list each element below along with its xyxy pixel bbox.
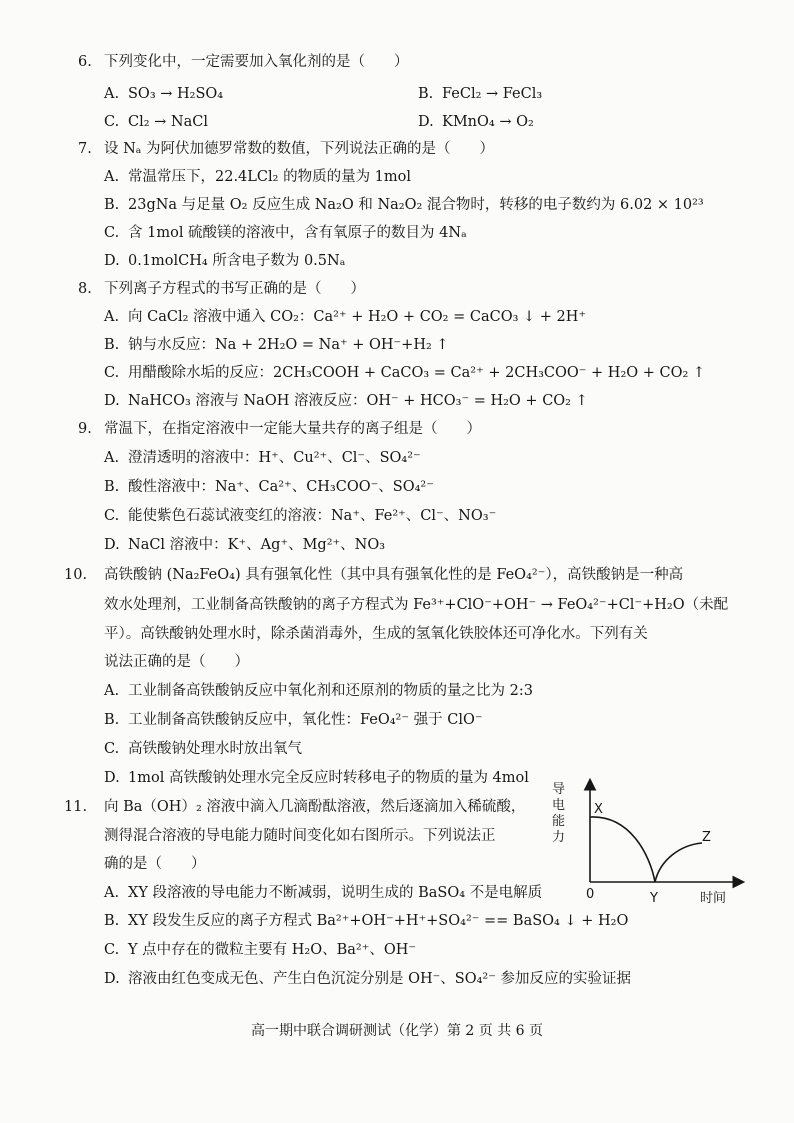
q6-stem-text: 下列变化中，一定需要加入氧化剂的是（ ） [104, 54, 409, 70]
option-text: 钠与水反应：Na + 2H₂O = Na⁺ + OH⁻+H₂ ↑ [128, 337, 449, 353]
option-text: 0.1molCH₄ 所含电子数为 0.5Nₐ [128, 253, 346, 269]
q10-option-d[interactable] [104, 768, 529, 788]
q8-stem [78, 279, 365, 299]
conductivity-graph [550, 775, 750, 915]
q8-option-d[interactable] [104, 391, 588, 411]
option-label: A. [104, 885, 120, 901]
curve-yz [655, 843, 702, 882]
option-text: XY 段溶液的导电能力不断减弱，说明生成的 BaSO₄ 不是电解质 [128, 885, 543, 901]
q11-stem-text: 向 Ba（OH）₂ 溶液中滴入几滴酚酞溶液，然后逐滴加入稀硫酸， [104, 799, 526, 815]
q6-option-a[interactable] [104, 84, 223, 104]
option-label: D. [104, 253, 120, 269]
option-label: C. [104, 114, 120, 130]
q7-option-a[interactable] [104, 167, 411, 187]
option-text: 工业制备高铁酸钠反应中，氧化性：FeO₄²⁻ 强于 ClO⁻ [128, 712, 483, 728]
q9-option-c[interactable] [104, 506, 496, 526]
q11-number: 11. [64, 799, 88, 815]
option-label: A. [104, 450, 120, 466]
q9-option-a[interactable] [104, 448, 421, 468]
option-text: 溶液由红色变成无色、产生白色沉淀分别是 OH⁻、SO₄²⁻ 参加反应的实验证据 [128, 971, 632, 987]
option-label: D. [418, 114, 434, 130]
q8-stem-text: 下列离子方程式的书写正确的是（ ） [104, 281, 365, 297]
option-label: D. [104, 537, 120, 553]
option-text: SO₃ → H₂SO₄ [128, 86, 224, 102]
q11-option-a[interactable] [104, 883, 542, 903]
q10-stem-text: 高铁酸钠 (Na₂FeO₄) 具有强氧化性（其中具有强氧化性的是 FeO₄²⁻），高铁酸钠是一种高 [104, 567, 684, 583]
option-text: 酸性溶液中：Na⁺、Ca²⁺、CH₃COO⁻、SO₄²⁻ [128, 479, 434, 495]
graph-point-y: Y [650, 891, 658, 906]
q6-option-c[interactable] [104, 112, 208, 132]
q9-stem-text: 常温下，在指定溶液中一定能大量共存的离子组是（ ） [104, 421, 481, 437]
q10-stem-line4: 说法正确的是（ ） [104, 654, 249, 670]
option-text: NaHCO₃ 溶液与 NaOH 溶液反应：OH⁻ + HCO₃⁻ = H₂O + CO₂ ↑ [128, 393, 588, 409]
q9-option-d[interactable] [104, 535, 385, 555]
option-label: C. [104, 365, 120, 381]
q10-option-c[interactable] [104, 739, 302, 759]
graph-ylabel-4: 力 [552, 830, 566, 845]
option-text: FeCl₂ → FeCl₃ [442, 86, 543, 102]
q11-option-c[interactable] [104, 940, 416, 960]
option-label: C. [104, 508, 120, 524]
q6-stem [78, 52, 409, 72]
option-label: B. [104, 337, 120, 353]
graph-point-x: X [594, 802, 603, 817]
option-label: A. [104, 86, 120, 102]
option-text: 澄清透明的溶液中：H⁺、Cu²⁺、Cl⁻、SO₄²⁻ [128, 450, 421, 466]
q7-option-b[interactable] [104, 195, 704, 215]
graph-xlabel: 时间 [700, 891, 727, 906]
q10-stem-line2: 效水处理剂，工业制备高铁酸钠的离子方程式为 Fe³⁺+ClO⁻+OH⁻ → FeO₄²⁻+Cl⁻+H₂O（未配 [104, 597, 729, 613]
option-text: 1mol 高铁酸钠处理水完全反应时转移电子的物质的量为 4mol [128, 770, 529, 786]
q8-number: 8. [78, 281, 92, 297]
option-text: NaCl 溶液中：K⁺、Ag⁺、Mg²⁺、NO₃ [128, 537, 386, 553]
q6-option-b[interactable] [418, 84, 542, 104]
page-footer: 高一期中联合调研测试（化学）第 2 页 共 6 页 [250, 1023, 544, 1039]
q9-number: 9. [78, 421, 92, 437]
option-label: C. [104, 741, 120, 757]
q11-stem-line1 [64, 797, 525, 817]
option-text: XY 段发生反应的离子方程式 Ba²⁺+OH⁻+H⁺+SO₄²⁻ == BaSO₄ ↓ + H₂O [128, 913, 629, 929]
q7-number: 7. [78, 141, 92, 157]
q10-stem-line1 [64, 565, 683, 585]
q10-option-a[interactable] [104, 681, 533, 701]
option-text: KMnO₄ → O₂ [442, 114, 534, 130]
option-text: 工业制备高铁酸钠反应中氧化剂和还原剂的物质的量之比为 2:3 [128, 683, 533, 699]
option-label: A. [104, 309, 120, 325]
q8-option-c[interactable] [104, 363, 705, 383]
q8-option-a[interactable] [104, 307, 586, 327]
q8-option-b[interactable] [104, 335, 449, 355]
option-text: Y 点中存在的微粒主要有 H₂O、Ba²⁺、OH⁻ [128, 942, 417, 958]
option-text: 高铁酸钠处理水时放出氧气 [128, 741, 302, 757]
option-label: B. [104, 197, 120, 213]
option-text: 用醋酸除水垢的反应：2CH₃COOH + CaCO₃ = Ca²⁺ + 2CH₃COO⁻ + H₂O + CO₂ ↑ [128, 365, 706, 381]
graph-origin: 0 [586, 887, 595, 902]
q7-stem-text: 设 Nₐ 为阿伏加德罗常数的数值，下列说法正确的是（ ） [104, 141, 494, 157]
q7-option-d[interactable] [104, 251, 345, 271]
q10-option-b[interactable] [104, 710, 483, 730]
option-text: Cl₂ → NaCl [128, 114, 208, 130]
q11-option-d[interactable] [104, 969, 631, 989]
option-text: 能使紫色石蕊试液变红的溶液：Na⁺、Fe²⁺、Cl⁻、NO₃⁻ [128, 508, 497, 524]
q9-stem [78, 419, 481, 439]
q9-option-b[interactable] [104, 477, 434, 497]
option-text: 含 1mol 硫酸镁的溶液中，含有氧原子的数目为 4Nₐ [128, 225, 467, 241]
option-label: D. [104, 971, 120, 987]
option-text: 23gNa 与足量 O₂ 反应生成 Na₂O 和 Na₂O₂ 混合物时，转移的电子数约为 6.02 × 10²³ [128, 197, 704, 213]
option-label: B. [104, 913, 120, 929]
curve-xy [590, 817, 655, 882]
option-label: B. [104, 712, 120, 728]
q10-stem-line3: 平）。高铁酸钠处理水时，除杀菌消毒外，生成的氢氧化铁胶体还可净化水。下列有关 [104, 626, 648, 642]
q11-stem-line2: 测得混合溶液的导电能力随时间变化如右图所示。下列说法正 [104, 828, 496, 844]
option-text: 向 CaCl₂ 溶液中通入 CO₂：Ca²⁺ + H₂O + CO₂ = CaCO₃ ↓ + 2H⁺ [128, 309, 587, 325]
q7-stem [78, 139, 494, 159]
option-label: B. [418, 86, 434, 102]
q10-number: 10. [64, 567, 88, 583]
graph-ylabel-1: 导 [552, 782, 566, 797]
option-label: B. [104, 479, 120, 495]
option-label: C. [104, 942, 120, 958]
option-text: 常温常压下，22.4LCl₂ 的物质的量为 1mol [128, 169, 412, 185]
graph-ylabel-2: 电 [552, 798, 566, 813]
option-label: D. [104, 770, 120, 786]
option-label: D. [104, 393, 120, 409]
graph-ylabel-3: 能 [552, 814, 566, 829]
option-label: A. [104, 169, 120, 185]
option-label: A. [104, 683, 120, 699]
q6-number: 6. [78, 54, 92, 70]
option-label: C. [104, 225, 120, 241]
q6-option-d[interactable] [418, 112, 534, 132]
q11-stem-line3: 确的是（ ） [104, 856, 206, 872]
q7-option-c[interactable] [104, 223, 467, 243]
graph-point-z: Z [702, 830, 711, 845]
